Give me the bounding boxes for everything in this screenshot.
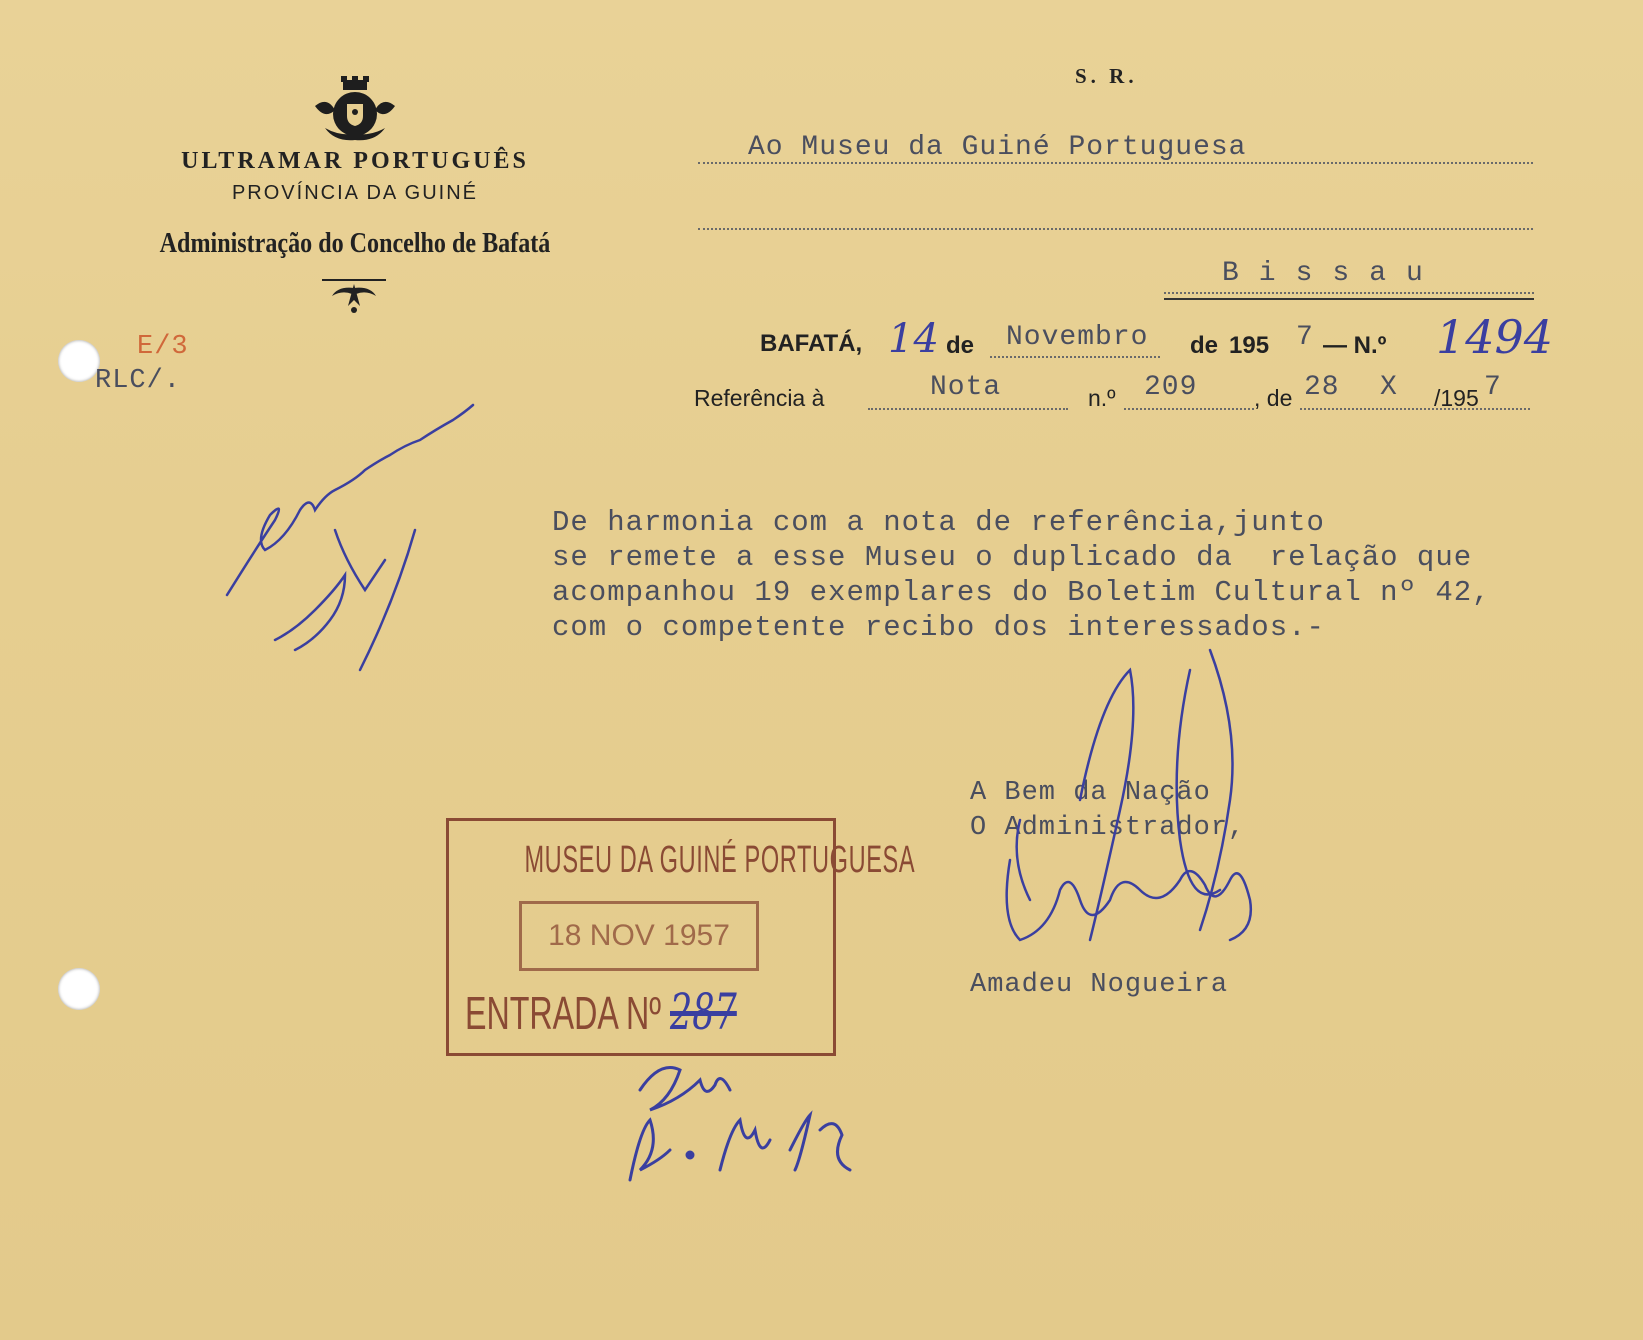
city-underline: [1164, 298, 1534, 300]
reference-type-dotted-line: [868, 408, 1068, 410]
stamp-entry-label: ENTRADA Nº: [465, 987, 662, 1039]
stamp-date: 18 NOV 1957: [519, 901, 759, 971]
reference-label: Referência à: [694, 385, 825, 411]
dateline-number: 1494: [1436, 310, 1554, 364]
recipient-line: Ao Museu da Guiné Portuguesa: [748, 132, 1247, 163]
closing-line-2: O Administrador,: [970, 813, 1246, 843]
reference-n-label: n.º: [1088, 385, 1116, 411]
recipient-dotted-line-2: [698, 228, 1533, 230]
service-mark: S. R.: [1075, 64, 1138, 88]
city-dotted-line: [1164, 292, 1534, 294]
letterhead-line-1: ULTRAMAR PORTUGUÊS: [181, 148, 529, 174]
dateline-year-digit: 7: [1296, 322, 1314, 353]
punch-hole-bottom: [58, 968, 100, 1010]
stamp-entry: [465, 983, 737, 1041]
letter-body: De harmonia com a nota de referência,junto se remete a esse Museu o duplicado da relação que acompanhou 19 exemplares do Boletim Cultural nº 42, com o competente recibo dos interessados.-: [552, 506, 1491, 644]
reference-month: X: [1380, 372, 1398, 403]
stamp-entry-number: 287: [670, 983, 737, 1041]
file-code-rlc: RLC/.: [95, 366, 182, 396]
letterhead-line-3: Administração do Concelho de Bafatá: [159, 228, 551, 259]
handwritten-annotation-icon: [215, 400, 495, 710]
month-dotted-line: [990, 356, 1160, 358]
dateline-place: BAFATÁ,: [760, 330, 863, 357]
reference-n: 209: [1144, 372, 1198, 403]
reference-year-digit: 7: [1484, 372, 1502, 403]
dateline-de-2: de: [1190, 332, 1219, 359]
stamp-title: MUSEU DA GUINÉ PORTUGUESA: [524, 839, 916, 881]
signer-name: Amadeu Nogueira: [970, 970, 1229, 1000]
dateline-month: Novembro: [1006, 322, 1149, 353]
signature-icon: [990, 640, 1290, 970]
closing-line-1: A Bem da Nação: [970, 778, 1211, 808]
handwritten-initials-icon: [620, 1040, 880, 1190]
recipient-dotted-line-1: [698, 162, 1533, 164]
punch-hole-top: [58, 340, 100, 382]
file-code: [95, 330, 189, 398]
dateline-year-prefix: 195: [1229, 332, 1270, 359]
letterhead-line-2: PROVÍNCIA DA GUINÉ: [231, 182, 479, 204]
reference-date-dotted-line: [1300, 408, 1530, 410]
ornament-icon: [318, 276, 390, 316]
dateline-day: 14: [888, 316, 939, 362]
reference-year-prefix: /195: [1434, 385, 1479, 411]
dateline-de-1: de: [946, 332, 975, 359]
reference-de-label: , de: [1254, 385, 1293, 411]
coat-of-arms-icon: [305, 76, 405, 146]
reference-day: 28: [1304, 372, 1340, 403]
reference-n-dotted-line: [1124, 408, 1254, 410]
dateline-number-label: — N.º: [1323, 332, 1387, 359]
recipient-city: Bissau: [1222, 258, 1443, 289]
file-code-e3: E/3: [137, 332, 189, 362]
museum-entry-stamp: [446, 818, 916, 1056]
reference-type: Nota: [930, 372, 1002, 403]
